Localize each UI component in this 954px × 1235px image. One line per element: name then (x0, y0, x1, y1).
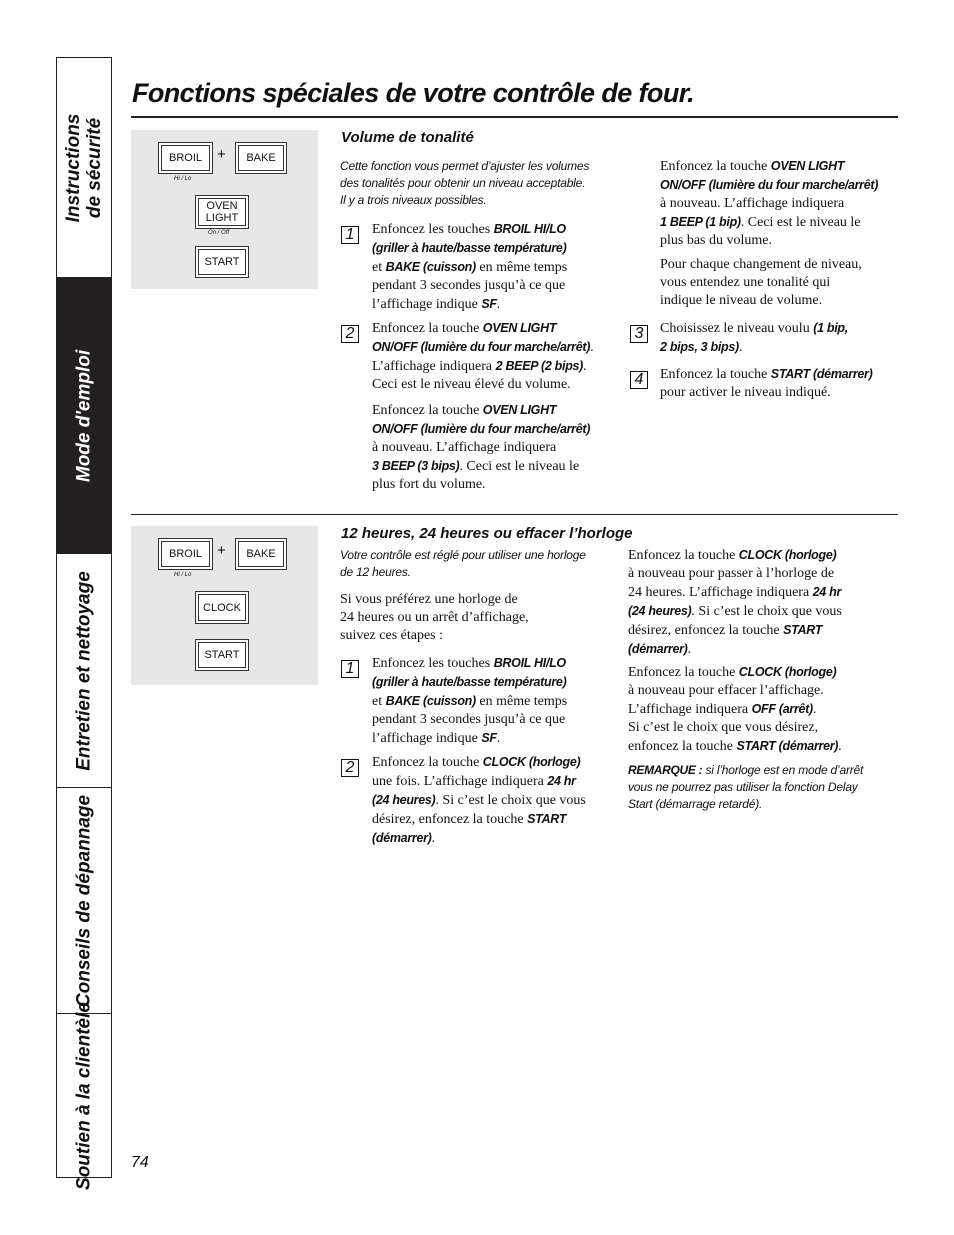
volume-intro: Cette fonction vous permet d’ajuster les volumes des tonalités pour obtenir un niveau acceptable. Il y a trois niveaux possibles. (340, 159, 590, 207)
volume-step-3: Choisissez le niveau voulu (1 bip, 2 bips, 3 bips). (660, 321, 848, 355)
volume-step-4: Enfoncez la touche START (démarrer) pour activer le niveau indiqué. (660, 367, 873, 400)
section-divider (131, 514, 898, 515)
tab-soutien-clientele[interactable] (57, 1001, 111, 1190)
broil-key-sublabel: Hi / Lo (174, 176, 192, 182)
volume-step-2: Enfoncez la touche OVEN LIGHT ON/OFF (lumière du four marche/arrêt). L’affichage indiquera 2 BEEP (2 bips). Ceci est le niveau élevé du volume. (372, 321, 594, 392)
tab-label: Soutien à la clientèle (73, 1001, 95, 1190)
step-number: 3 (630, 325, 648, 343)
start-key: START (195, 246, 249, 278)
section-heading-volume: Volume de tonalité (341, 129, 474, 146)
tab-entretien-nettoyage[interactable] (57, 554, 111, 788)
tab-instructions-securite[interactable] (57, 58, 111, 278)
volume-step-2-continued: Enfoncez la touche OVEN LIGHT ON/OFF (lumière du four marche/arrêt) à nouveau. L’affichage indiquera 3 BEEP (3 bips). Ceci est le niveau le plus fort du volume. (372, 403, 591, 492)
title-rule (131, 116, 898, 118)
clock-key: CLOCK (195, 591, 249, 624)
volume-column2-para1: Enfoncez la touche OVEN LIGHT ON/OFF (lumière du four marche/arrêt) à nouveau. L’affichage indiquera 1 BEEP (1 bip). Ceci est le niveau le plus bas du volume. (660, 159, 879, 248)
step-number: 2 (341, 325, 359, 343)
volume-column2-para2: Pour chaque changement de niveau, vous entendez une tonalité qui indique le niveau de volume. (660, 257, 862, 308)
volume-step-1: Enfoncez les touches BROIL HI/LO (griller à haute/basse température) et BAKE (cuisson) en même temps pendant 3 secondes jusqu’à ce que l’affichage indique SF. (372, 222, 568, 312)
step-number: 1 (341, 660, 359, 678)
clock-step-1: Enfoncez les touches BROIL HI/LO (griller à haute/basse température) et BAKE (cuisson) en même temps pendant 3 secondes jusqu’à ce que l’affichage indique SF. (372, 656, 568, 746)
broil-key-sublabel: Hi / Lo (174, 572, 192, 578)
broil-key: BROIL (158, 142, 213, 174)
bake-key: BAKE (235, 142, 287, 174)
step-number: 1 (341, 226, 359, 244)
keypad-panel (131, 526, 318, 685)
oven-light-key: OVEN LIGHT (195, 195, 249, 229)
bake-key: BAKE (235, 538, 287, 570)
tab-label: Instructions de sécurité (63, 113, 105, 222)
tab-label: Conseils de dépannage (73, 794, 95, 1007)
step-number: 4 (630, 371, 648, 389)
tab-conseils-depannage[interactable] (57, 788, 111, 1014)
oven-light-key-sublabel: On / Off (208, 230, 230, 236)
broil-key: BROIL (158, 538, 213, 570)
keypad-panel (131, 130, 318, 289)
section-heading-clock: 12 heures, 24 heures ou effacer l’horloge (341, 525, 633, 542)
tab-mode-emploi[interactable] (57, 278, 111, 554)
page-title: Fonctions spéciales de votre contrôle de four. (132, 78, 695, 108)
clock-column2-para2: Enfoncez la touche CLOCK (horloge) à nouveau pour effacer l’affichage. L’affichage indiquera OFF (arrêt). Si c’est le choix que vous désirez, enfoncez la touche START (démarrer). (628, 665, 842, 754)
clock-column2-para1: Enfoncez la touche CLOCK (horloge) à nouveau pour passer à l’horloge de 24 heures. L’affichage indiquera 24 hr (24 heures). Si c’est le choix que vous désirez, enfoncez la touche START (démarrer). (628, 548, 842, 657)
section-sidebar (56, 57, 112, 1190)
tab-label: Mode d'emploi (73, 349, 95, 482)
page-number: 74 (131, 1154, 149, 1171)
clock-intro: Votre contrôle est réglé pour utiliser une horloge de 12 heures. (340, 548, 586, 579)
clock-note: REMARQUE : si l’horloge est en mode d’arrêt vous ne pourrez pas utiliser la fonction Delay Start (démarrage retardé). (628, 763, 864, 811)
start-key: START (195, 639, 249, 671)
plus-sign: + (217, 542, 226, 559)
plus-sign: + (217, 146, 226, 163)
clock-step-2: Enfoncez la touche CLOCK (horloge) une fois. L’affichage indiquera 24 hr (24 heures). Si c’est le choix que vous désirez, enfoncez la touche START (démarrer). (372, 755, 586, 846)
tab-label: Entretien et nettoyage (73, 570, 95, 771)
clock-intro-para2: Si vous préférez une horloge de 24 heures ou un arrêt d’affichage, suivez ces étapes : (340, 592, 529, 643)
step-number: 2 (341, 759, 359, 777)
